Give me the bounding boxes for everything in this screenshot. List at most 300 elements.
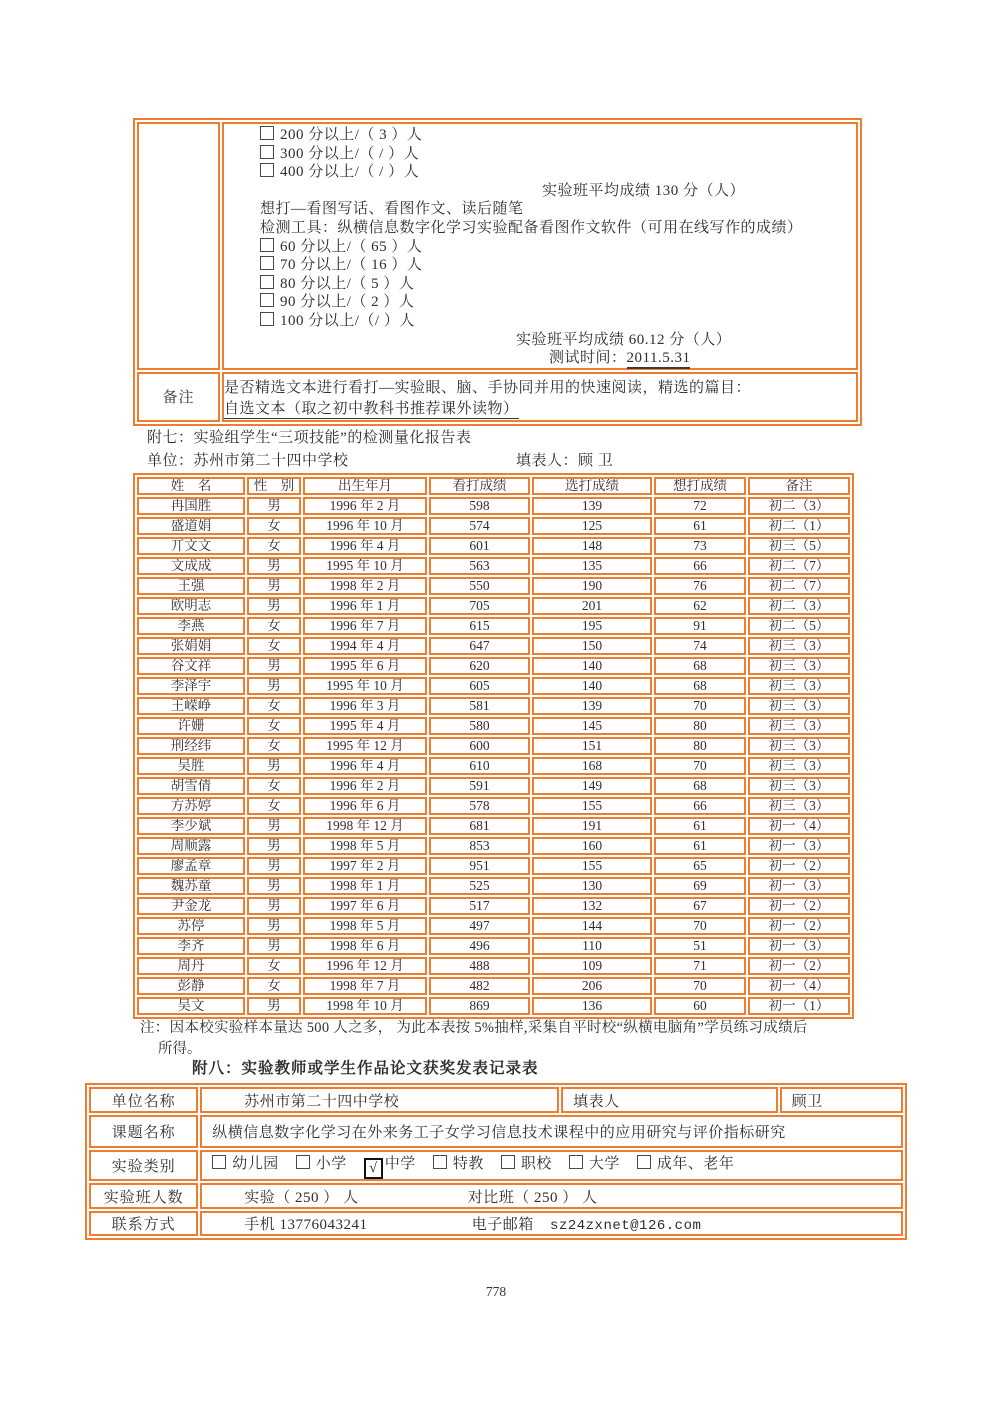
table-cell: 150 xyxy=(532,637,652,655)
table-cell: 482 xyxy=(429,977,530,995)
table-cell: 578 xyxy=(429,797,530,815)
class-size-label: 实验班人数 xyxy=(89,1183,198,1209)
table-cell: 72 xyxy=(654,497,746,515)
table-cell: 李齐 xyxy=(137,937,245,955)
table-cell: 1996 年 2 月 xyxy=(303,497,427,515)
remark-content xyxy=(222,372,858,422)
table-cell: 71 xyxy=(654,957,746,975)
table-cell: 574 xyxy=(429,517,530,535)
unit-line xyxy=(147,449,887,470)
topic-value: 纵横信息数字化学习在外来务工子女学习信息技术课程中的应用研究与评价指标研究 xyxy=(200,1115,903,1148)
table-cell: 初一（2） xyxy=(748,957,850,975)
table-cell: 男 xyxy=(247,577,301,595)
checkbox-icon xyxy=(260,238,274,252)
table-cell: 初三（3） xyxy=(748,797,850,815)
table-cell: 男 xyxy=(247,937,301,955)
table-cell: 1998 年 10 月 xyxy=(303,997,427,1015)
table-cell: 68 xyxy=(654,777,746,795)
page-number: 778 xyxy=(485,1284,507,1299)
table-cell: 盛道娟 xyxy=(137,517,245,535)
table-cell: 女 xyxy=(247,737,301,755)
table-cell: 145 xyxy=(532,717,652,735)
table-cell: 初二（1） xyxy=(748,517,850,535)
column-header: 看打成绩 xyxy=(429,477,530,495)
table-cell: 1996 年 4 月 xyxy=(303,537,427,555)
table-cell: 951 xyxy=(429,857,530,875)
column-header: 性 别 xyxy=(247,477,301,495)
checkbox-icon xyxy=(260,312,274,326)
table-row xyxy=(137,122,858,370)
table-cell: 初三（3） xyxy=(748,677,850,695)
category-option xyxy=(501,1156,552,1172)
table-cell: 191 xyxy=(532,817,652,835)
table-cell: 女 xyxy=(247,617,301,635)
table-row xyxy=(137,997,850,1015)
category-option xyxy=(569,1156,620,1172)
category-option-label: 中学 xyxy=(384,1156,416,1172)
table-row xyxy=(137,837,850,855)
table-cell: 初二（7） xyxy=(748,577,850,595)
checkbox-icon xyxy=(637,1155,651,1169)
table-cell: 550 xyxy=(429,577,530,595)
table-cell: 869 xyxy=(429,997,530,1015)
table-cell: 168 xyxy=(532,757,652,775)
checkbox-icon xyxy=(260,275,274,289)
table-cell: 男 xyxy=(247,677,301,695)
table-cell: 男 xyxy=(247,597,301,615)
table-cell: 601 xyxy=(429,537,530,555)
table-cell: 600 xyxy=(429,737,530,755)
table-cell: 130 xyxy=(532,877,652,895)
checkbox-icon xyxy=(260,126,274,140)
table-cell: 1998 年 1 月 xyxy=(303,877,427,895)
score-summary-content xyxy=(222,122,858,370)
table-row xyxy=(137,857,850,875)
filler-value: 顾卫 xyxy=(780,1087,903,1113)
score-list-2 xyxy=(224,238,856,331)
table-row xyxy=(137,777,850,795)
column-header: 姓 名 xyxy=(137,477,245,495)
table-cell: 132 xyxy=(532,897,652,915)
table-cell: 彭静 xyxy=(137,977,245,995)
table-cell: 初三（3） xyxy=(748,637,850,655)
class-size-value xyxy=(200,1183,903,1209)
table-cell: 66 xyxy=(654,557,746,575)
table-cell: 女 xyxy=(247,717,301,735)
table-row xyxy=(89,1183,903,1209)
checkbox-icon xyxy=(296,1155,310,1169)
attachment7-table-body xyxy=(137,497,850,1015)
form-filler: 填表人：顾 卫 xyxy=(516,453,614,469)
table-cell: 1998 年 6 月 xyxy=(303,937,427,955)
category-option-label: 成年、老年 xyxy=(656,1156,735,1172)
column-header: 想打成绩 xyxy=(654,477,746,495)
score-line-label: 80 分以上/（ 5 ）人 xyxy=(280,275,415,292)
table-cell: 144 xyxy=(532,917,652,935)
column-header: 备注 xyxy=(748,477,850,495)
score-line xyxy=(224,293,856,312)
table-row xyxy=(137,737,850,755)
table-cell: 1996 年 4 月 xyxy=(303,757,427,775)
topic-label: 课题名称 xyxy=(89,1115,198,1148)
table-cell: 496 xyxy=(429,937,530,955)
table-row xyxy=(89,1115,903,1148)
table-cell: 魏苏童 xyxy=(137,877,245,895)
table-cell: 68 xyxy=(654,677,746,695)
table-cell: 男 xyxy=(247,817,301,835)
checkbox-icon xyxy=(260,163,274,177)
table-row xyxy=(137,817,850,835)
table-cell: 男 xyxy=(247,657,301,675)
table-cell: 1996 年 1 月 xyxy=(303,597,427,615)
table-cell: 男 xyxy=(247,997,301,1015)
table-cell: 149 xyxy=(532,777,652,795)
table-cell: 吴胜 xyxy=(137,757,245,775)
table-cell: 51 xyxy=(654,937,746,955)
category-option-label: 职校 xyxy=(520,1156,552,1172)
table-row xyxy=(137,557,850,575)
table-cell: 610 xyxy=(429,757,530,775)
checkbox-icon xyxy=(260,145,274,159)
table-cell: 1998 年 7 月 xyxy=(303,977,427,995)
table-cell: 62 xyxy=(654,597,746,615)
table-cell: 1996 年 2 月 xyxy=(303,777,427,795)
checkbox-icon xyxy=(260,256,274,270)
category-option xyxy=(296,1156,347,1172)
score-line xyxy=(224,126,856,145)
table-cell: 74 xyxy=(654,637,746,655)
table-cell: 初三（3） xyxy=(748,657,850,675)
score-line xyxy=(224,238,856,257)
table-cell: 1995 年 12 月 xyxy=(303,737,427,755)
checkbox-icon xyxy=(569,1155,583,1169)
table-row xyxy=(137,677,850,695)
category-option-label: 特教 xyxy=(452,1156,484,1172)
table-cell: 初一（4） xyxy=(748,977,850,995)
table-row xyxy=(137,697,850,715)
table-cell: 135 xyxy=(532,557,652,575)
control-class-size: 对比班（ 250 ） 人 xyxy=(467,1189,598,1206)
table-cell: 男 xyxy=(247,897,301,915)
table-cell: 155 xyxy=(532,857,652,875)
table-cell: 201 xyxy=(532,597,652,615)
table-cell: 女 xyxy=(247,777,301,795)
table-cell: 冉国胜 xyxy=(137,497,245,515)
table-cell: 605 xyxy=(429,677,530,695)
table-cell: 周顺露 xyxy=(137,837,245,855)
attachment7-title: 附七：实验组学生“三项技能”的检测量化报告表 xyxy=(147,430,472,446)
table-cell: 初一（3） xyxy=(748,877,850,895)
score-line-label: 100 分以上/（/ ）人 xyxy=(280,312,415,329)
table-row xyxy=(137,372,858,422)
contact-phone: 手机 13776043241 xyxy=(244,1217,368,1233)
table-row xyxy=(137,877,850,895)
table-cell: 580 xyxy=(429,717,530,735)
table-cell: 140 xyxy=(532,677,652,695)
table-cell: 190 xyxy=(532,577,652,595)
contact-email-label: 电子邮箱 xyxy=(471,1217,534,1233)
table-cell: 李燕 xyxy=(137,617,245,635)
score-line xyxy=(224,275,856,294)
table-row xyxy=(137,937,850,955)
empty-label-cell xyxy=(137,122,220,370)
record-table xyxy=(85,1083,907,1240)
remark-line-1: 是否精选文本进行看打—实验眼、脑、手协同并用的快速阅读，精选的篇目： xyxy=(224,379,752,396)
test-time-line xyxy=(224,349,856,368)
table-cell: 男 xyxy=(247,497,301,515)
table-cell: 初二（7） xyxy=(748,557,850,575)
table-cell: 李少斌 xyxy=(137,817,245,835)
table-cell: 160 xyxy=(532,837,652,855)
table-cell: 廖孟章 xyxy=(137,857,245,875)
table-cell: 男 xyxy=(247,757,301,775)
table-row xyxy=(137,797,850,815)
table-cell: 139 xyxy=(532,697,652,715)
table-cell: 563 xyxy=(429,557,530,575)
table-cell: 初一（2） xyxy=(748,897,850,915)
table-cell: 女 xyxy=(247,977,301,995)
table-cell: 497 xyxy=(429,917,530,935)
score-line-label: 400 分以上/（ / ）人 xyxy=(280,164,420,181)
table-row xyxy=(137,497,850,515)
table-cell: 初三（3） xyxy=(748,737,850,755)
table-cell: 男 xyxy=(247,837,301,855)
table-cell: 初三（3） xyxy=(748,717,850,735)
table-row xyxy=(137,897,850,915)
checkbox-icon xyxy=(501,1155,515,1169)
table-cell: 1995 年 10 月 xyxy=(303,677,427,695)
table-cell: 女 xyxy=(247,537,301,555)
table-cell: 853 xyxy=(429,837,530,855)
table-cell: 许姗 xyxy=(137,717,245,735)
table-cell: 王强 xyxy=(137,577,245,595)
table-row xyxy=(137,957,850,975)
contact-value xyxy=(200,1211,903,1236)
score-line xyxy=(224,312,856,331)
remark-label: 备注 xyxy=(137,372,220,422)
table-cell: 151 xyxy=(532,737,652,755)
table-cell: 140 xyxy=(532,657,652,675)
table-row xyxy=(89,1211,903,1236)
table-cell: 65 xyxy=(654,857,746,875)
test-time-label: 测试时间： xyxy=(549,350,627,367)
table-cell: 谷文祥 xyxy=(137,657,245,675)
table-cell: 155 xyxy=(532,797,652,815)
category-option xyxy=(364,1156,416,1176)
score-line-label: 200 分以上/（ 3 ）人 xyxy=(280,127,423,143)
table-cell: 方苏婷 xyxy=(137,797,245,815)
table-cell: 80 xyxy=(654,717,746,735)
table-cell: 705 xyxy=(429,597,530,615)
category-option-label: 大学 xyxy=(588,1156,620,1172)
table-cell: 吴文 xyxy=(137,997,245,1015)
table-cell: 刑经纬 xyxy=(137,737,245,755)
category-option-label: 小学 xyxy=(315,1156,347,1172)
table-row xyxy=(89,1087,903,1113)
category-label: 实验类别 xyxy=(89,1150,198,1181)
table-cell: 丌文文 xyxy=(137,537,245,555)
table-cell: 周丹 xyxy=(137,957,245,975)
checkbox-icon xyxy=(433,1155,447,1169)
table-cell: 1996 年 7 月 xyxy=(303,617,427,635)
unit-name-value: 苏州市第二十四中学校 xyxy=(200,1087,559,1113)
table-cell: 620 xyxy=(429,657,530,675)
table-cell: 488 xyxy=(429,957,530,975)
table-cell: 598 xyxy=(429,497,530,515)
table-cell: 男 xyxy=(247,917,301,935)
table-cell: 76 xyxy=(654,577,746,595)
checked-checkbox-icon: √ xyxy=(364,1158,383,1179)
table-cell: 66 xyxy=(654,797,746,815)
table-cell: 1996 年 12 月 xyxy=(303,957,427,975)
score-line xyxy=(224,145,856,164)
unit-name: 单位：苏州市第二十四中学校 xyxy=(147,453,349,469)
table-row xyxy=(137,917,850,935)
table-cell: 女 xyxy=(247,637,301,655)
table-cell: 591 xyxy=(429,777,530,795)
table-cell: 初二（3） xyxy=(748,497,850,515)
table-row xyxy=(89,1150,903,1181)
category-option-label: 幼儿园 xyxy=(232,1156,279,1172)
table-cell: 67 xyxy=(654,897,746,915)
attachment8-title: 附八：实验教师或学生作品论文获奖发表记录表 xyxy=(192,1060,539,1077)
category-option xyxy=(212,1156,279,1172)
table-cell: 681 xyxy=(429,817,530,835)
table-cell: 王嵘峥 xyxy=(137,697,245,715)
table-cell: 125 xyxy=(532,517,652,535)
table-cell: 尹金龙 xyxy=(137,897,245,915)
table-cell: 初三（3） xyxy=(748,697,850,715)
table-cell: 80 xyxy=(654,737,746,755)
test-time-value: 2011.5.31 xyxy=(627,350,691,369)
table-cell: 206 xyxy=(532,977,652,995)
table-cell: 初一（2） xyxy=(748,917,850,935)
table-header-row xyxy=(137,477,850,495)
contact-email-value: sz24zxnet@126.com xyxy=(550,1218,702,1234)
experiment-class-size: 实验（ 250 ） 人 xyxy=(244,1189,359,1206)
table-row xyxy=(137,977,850,995)
table-row xyxy=(137,517,850,535)
checkbox-icon xyxy=(260,293,274,307)
table-row xyxy=(137,617,850,635)
table-cell: 68 xyxy=(654,657,746,675)
category-option xyxy=(433,1156,484,1172)
table-cell: 男 xyxy=(247,877,301,895)
table-cell: 初三（3） xyxy=(748,757,850,775)
table-cell: 女 xyxy=(247,957,301,975)
table-cell: 1998 年 12 月 xyxy=(303,817,427,835)
table-cell: 初一（4） xyxy=(748,817,850,835)
category-option xyxy=(637,1156,735,1172)
table-cell: 欧明志 xyxy=(137,597,245,615)
column-header: 选打成绩 xyxy=(532,477,652,495)
category-list xyxy=(200,1150,903,1181)
table-cell: 1997 年 6 月 xyxy=(303,897,427,915)
table-cell: 初一（3） xyxy=(748,937,850,955)
table-cell: 136 xyxy=(532,997,652,1015)
score-line-label: 300 分以上/（ / ）人 xyxy=(280,145,420,162)
score-line-label: 70 分以上/（ 16 ）人 xyxy=(280,257,423,274)
table-cell: 初二（3） xyxy=(748,597,850,615)
table-cell: 70 xyxy=(654,917,746,935)
checkbox-icon xyxy=(212,1155,226,1169)
table-cell: 148 xyxy=(532,537,652,555)
score-line-label: 60 分以上/（ 65 ）人 xyxy=(280,238,423,255)
xiangda-title: 想打—看图写话、看图作文、读后随笔 xyxy=(260,201,524,218)
table-cell: 525 xyxy=(429,877,530,895)
table-cell: 647 xyxy=(429,637,530,655)
table-cell: 1996 年 10 月 xyxy=(303,517,427,535)
tool-line: 检测工具：纵横信息数字化学习实验配备看图作文软件（可用在线写作的成绩） xyxy=(260,219,803,236)
table-cell: 初三（3） xyxy=(748,777,850,795)
score-line-label: 90 分以上/（ 2 ）人 xyxy=(280,294,415,311)
table-cell: 91 xyxy=(654,617,746,635)
table-cell: 1995 年 10 月 xyxy=(303,557,427,575)
table-cell: 73 xyxy=(654,537,746,555)
sampling-note-line-2: 所得。 xyxy=(158,1041,202,1057)
table-cell: 女 xyxy=(247,697,301,715)
filler-label: 填表人 xyxy=(561,1087,778,1113)
table-cell: 70 xyxy=(654,697,746,715)
average-score-line-2: 实验班平均成绩 60.12 分（人） xyxy=(516,331,732,348)
table-cell: 初一（1） xyxy=(748,997,850,1015)
table-cell: 109 xyxy=(532,957,652,975)
table-cell: 初三（5） xyxy=(748,537,850,555)
table-cell: 61 xyxy=(654,837,746,855)
table-cell: 女 xyxy=(247,517,301,535)
table-cell: 胡雪倩 xyxy=(137,777,245,795)
table-cell: 1998 年 2 月 xyxy=(303,577,427,595)
table-cell: 初一（3） xyxy=(748,837,850,855)
table-row xyxy=(137,657,850,675)
remark-line-2: 自选文本（取之初中教科书推荐课外读物） xyxy=(224,400,519,417)
table-row xyxy=(137,717,850,735)
score-line xyxy=(224,163,856,182)
table-cell: 1994 年 4 月 xyxy=(303,637,427,655)
table-cell: 1998 年 5 月 xyxy=(303,837,427,855)
skills-report-table xyxy=(133,473,854,1019)
table-cell: 517 xyxy=(429,897,530,915)
table-cell: 男 xyxy=(247,857,301,875)
table-cell: 139 xyxy=(532,497,652,515)
table-cell: 初二（5） xyxy=(748,617,850,635)
table-cell: 61 xyxy=(654,517,746,535)
contact-label: 联系方式 xyxy=(89,1211,198,1236)
score-line xyxy=(224,256,856,275)
sampling-note-line-1: 注：因本校实验样本量达 500 人之多， 为此本表按 5%抽样,采集自平时校“纵横电脑角”学员练习成绩后 xyxy=(140,1020,808,1036)
table-cell: 1995 年 4 月 xyxy=(303,717,427,735)
column-header: 出生年月 xyxy=(303,477,427,495)
table-cell: 1996 年 6 月 xyxy=(303,797,427,815)
table-cell: 581 xyxy=(429,697,530,715)
table-cell: 1997 年 2 月 xyxy=(303,857,427,875)
table-row xyxy=(137,597,850,615)
table-cell: 70 xyxy=(654,977,746,995)
table-row xyxy=(137,637,850,655)
table-row xyxy=(137,537,850,555)
table-cell: 615 xyxy=(429,617,530,635)
score-summary-table xyxy=(133,118,862,426)
table-cell: 1996 年 3 月 xyxy=(303,697,427,715)
table-cell: 1995 年 6 月 xyxy=(303,657,427,675)
table-cell: 70 xyxy=(654,757,746,775)
table-cell: 1998 年 5 月 xyxy=(303,917,427,935)
table-cell: 195 xyxy=(532,617,652,635)
table-row xyxy=(137,757,850,775)
table-cell: 女 xyxy=(247,797,301,815)
table-cell: 苏停 xyxy=(137,917,245,935)
score-list-1 xyxy=(224,126,856,182)
